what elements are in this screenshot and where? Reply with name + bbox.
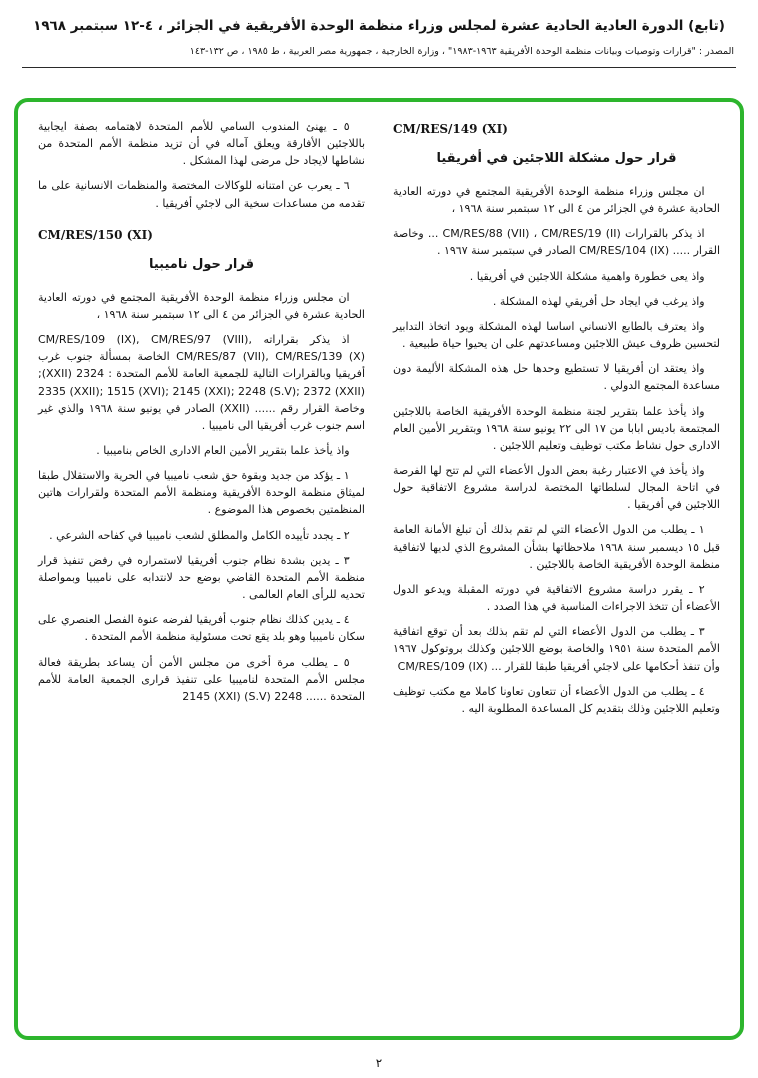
- resolution-150-title: قرار حول ناميبيا: [148, 256, 254, 272]
- numbered-item-1: ١ ـ يؤكد من جديد وبقوة حق شعب ناميبيا في الحرية والاستقلال طبقا لميثاق منظمة الوحدة الأفريقية ومنظمة الأمم المتحدة ولقرارات هاتين المنظمتين بخصوص هذا الموضوع .: [38, 469, 365, 517]
- numbered-item-3: ٣ ـ يدين بشدة نظام جنوب أفريقيا لاستمراره في رفض تنفيذ قرار منظمة الأمم المتحدة القاضي بوضع حد لانتدابه على ناميبيا وبمواصلة تحديه للرأى العام العالمى .: [38, 553, 365, 602]
- session-title: (تابع) الدورة العادية الحادية عشرة لمجلس وزراء منظمة الوحدة الأفريقية في الجزائر ، ٤-١٢ سبتمبر ١٩٦٨: [33, 18, 725, 34]
- paragraph: اذ يذكر بقراراته CM/RES/109 (IX), CM/RES/97 (VIII), CM/RES/87 (VII), CM/RES/139 (X) الخاصة بمسألة جنوب غرب أفريقيا وبالقرارات التالية للجمعية العامة للأمم المتحدة : 2324 (XXII); 2335 (XXII); 1515 (XVI); 2145 (XXI); 2248 (S.V); 2372 (XXII) وخاصة القرار رقم ...... (XXII) الصادر في يونيو سنة ١٩٦٨ والذي غير اسم جنوب غرب أفريقيا الى ناميبيا .: [38, 333, 365, 432]
- paragraph: واذ يرغب في ايجاد حل أفريقي لهذه المشكلة .: [492, 294, 705, 308]
- paragraph: اذ يذكر بالقرارات CM/RES/88 (VII) ، CM/RES/19 (II) ... وخاصة القرار ..... CM/RES/104 (IX) الصادر في سبتمبر سنة ١٩٦٧ .: [393, 227, 720, 258]
- paragraph: واذ يأخذ في الاعتبار رغبة بعض الدول الأعضاء التي لم تتح لها الفرصة في اتاحة المجال لسلطاتها المختصة لدراسة مشروع الاتفاقية حول اللاجئين في أفريقيا .: [393, 464, 720, 512]
- numbered-item-5: ٥ ـ يهنئ المندوب السامي للأمم المتحدة لاهتمامه بصفة ايجابية باللاجئين الأفارقة ويعلق آماله في أن تزيد منظمة الأمم المتحدة من نشاطها لايجاد حل مرضى لهذا المشكل .: [38, 120, 365, 168]
- numbered-item-1: ١ ـ يطلب من الدول الأعضاء التي لم تقم بذلك أن تبلغ الأمانة العامة قبل ١٥ ديسمبر سنة ١٩٦٨ ملاحظاتها بشأن المشروع الذي لديها لاتفاقية منظمة الوحدة الأفريقية الخاصة باللاجئين .: [393, 523, 720, 571]
- paragraph: واذ يعتقد ان أفريقيا لا تستطيع وحدها حل هذه المشكلة الأليمة دون مساعدة المجتمع الدولي .: [393, 362, 720, 393]
- numbered-item-3: ٣ ـ يطلب من الدول الأعضاء التي لم تقم بذلك بعد أن توقع اتفاقية الأمم المتحدة سنة ١٩٥١ والخاصة بوضع اللاجئين وكذلك بروتوكول ١٩٦٧ وأن تنفذ أحكامها على لاجئي أفريقيا طبقا للقرار ... CM/RES/109 (IX): [393, 625, 720, 673]
- numbered-item-4: ٤ ـ يدين كذلك نظام جنوب أفريقيا لفرضه عنوة الفصل العنصري على سكان ناميبيا وهو بلد يقع تحت مسئولية منظمة الأمم المتحدة .: [38, 613, 365, 644]
- two-column-layout: [38, 118, 720, 1020]
- numbered-item-5: ٥ ـ يطلب مرة أخرى من مجلس الأمن أن يساعد بطريقة فعالة مجلس الأمم المتحدة لناميبيا على تنفيذ قرارى الجمعية العامة للأمم المتحدة ...... 2248 (S.V) 2145 (XXI): [38, 655, 365, 703]
- paragraph: واذ يعى خطورة واهمية مشكلة اللاجئين في أفريقيا .: [469, 269, 705, 283]
- numbered-item-4: ٤ ـ يطلب من الدول الأعضاء أن تتعاون تعاونا كاملا مع مكتب توظيف وتعليم اللاجئين وذلك بتقديم كل المساعدة المطلوبة اليه .: [393, 684, 720, 715]
- paragraph: واذ يعترف بالطابع الانساني اساسا لهذه المشكلة ويود اتخاذ التدابير لتحسين ظروف عيش اللاجئين ومساعدتهم على ان يحيوا حياة طبيعية .: [393, 319, 720, 351]
- numbered-item-6: ٦ ـ يعرب عن امتنانه للوكالات المختصة والمنظمات الانسانية على ما تقدمه من مساعدات سخية الى لاجئي أفريقيا .: [38, 179, 365, 210]
- paragraph: واذ يأخذ علما بتقرير الأمين العام الادارى الخاص بناميبيا .: [96, 444, 350, 458]
- column-left-resolution-150: [38, 118, 365, 1020]
- paragraph: ان مجلس وزراء منظمة الوحدة الأفريقية المجتمع في دورته العادية الحادية عشرة في الجزائر من ٤ الى ١٢ سبتمبر سنة ١٩٦٨ ،: [38, 290, 365, 321]
- column-right-resolution-149: [393, 118, 720, 1020]
- page-number: ٢: [375, 1056, 383, 1070]
- green-content-frame: [14, 98, 744, 1040]
- resolution-code-150: CM/RES/150 (XI): [38, 227, 153, 242]
- numbered-item-2: ٢ ـ يقرر دراسة مشروع الاتفاقية في دورته المقبلة ويدعو الدول الأعضاء أن تتخذ الاجراءات المناسبة في هذا الصدد .: [393, 582, 720, 614]
- numbered-item-2: ٢ ـ يجدد تأييده الكامل والمطلق لشعب ناميبيا في كفاحه الشرعي .: [49, 528, 350, 542]
- source-line: المصدر : "قرارات وتوصيات وبيانات منظمة الوحدة الأفريقية ١٩٦٣-١٩٨٣" ، وزارة الخارجية ، جمهورية مصر العربية ، ط ١٩٨٥ ، ص ١٣٢-١٤٣: [189, 45, 734, 57]
- resolution-149-title: قرار حول مشكلة اللاجئين في أفريقيا: [436, 150, 677, 166]
- document-header: [0, 0, 758, 68]
- paragraph: واذ يأخذ علما بتقرير لجنة منظمة الوحدة الأفريقية الخاصة باللاجئين المجتمعة باديس ابابا من ١٧ الى ٢٢ يونيو سنة ١٩٦٨ وبتقرير الأمين العام الادارى حول نشاط مكتب توظيف وتعليم اللاجئين .: [393, 404, 720, 452]
- header-divider: [22, 67, 736, 68]
- resolution-code-149: CM/RES/149 (XI): [393, 122, 508, 136]
- paragraph: ان مجلس وزراء منظمة الوحدة الأفريقية المجتمع في دورته العادية الحادية عشرة في الجزائر من ٤ الى ١٢ سبتمبر سنة ١٩٦٨ ،: [393, 184, 720, 216]
